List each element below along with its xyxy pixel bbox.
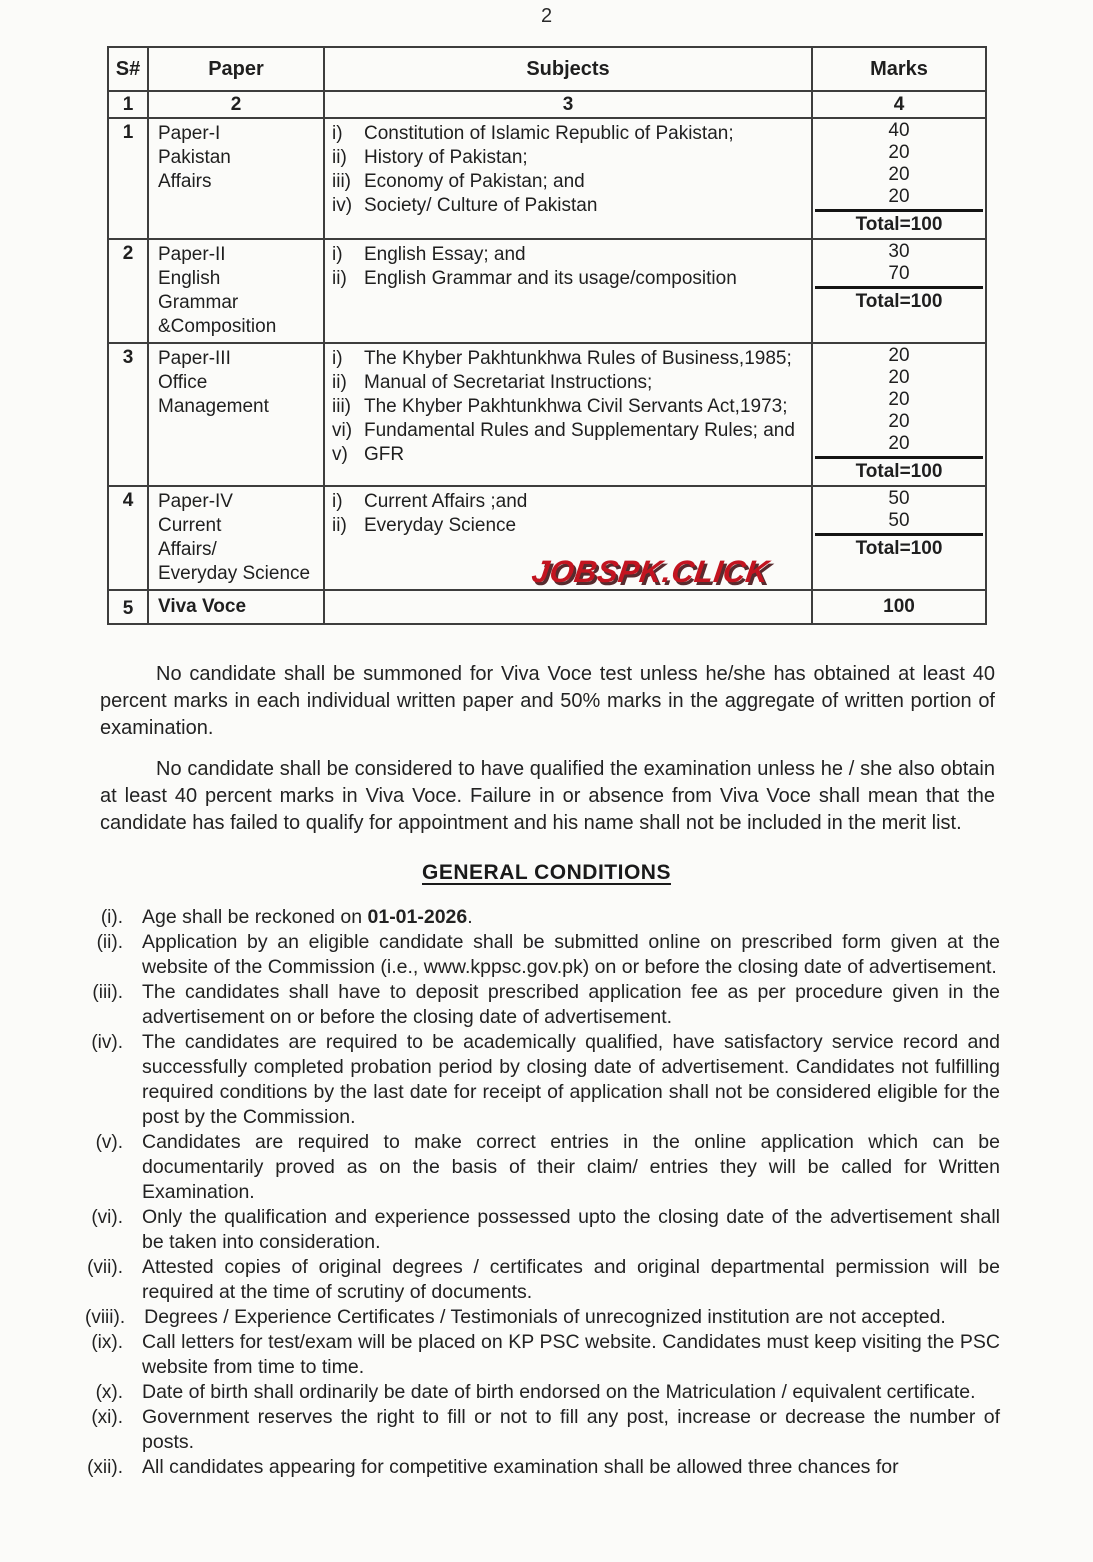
marks-cell: 100 — [812, 590, 986, 624]
list-item — [85, 1030, 1000, 1130]
item-number: (iv). — [91, 1032, 123, 1053]
paper-cell — [148, 118, 324, 239]
subject-line: i) Current Affairs ;and — [332, 491, 528, 512]
subject-line: vi) Fundamental Rules and Supplementary Rules; and — [332, 420, 795, 441]
paper-line: Paper-IV — [158, 491, 233, 512]
item-text: Attested copies of original degrees / certificates and original departmental permission will be required at the time of scrutiny of documents. — [142, 1256, 1000, 1303]
paper-line: Paper-II — [158, 244, 226, 265]
viva-summon-paragraph: No candidate shall be summoned for Viva Voce test unless he/she has obtained at least 40 percent marks in each individual written paper and 50% marks in the aggregate of written portion of examination. — [100, 663, 995, 739]
total-label: Total=100 — [855, 461, 943, 482]
item-text: The candidates are required to be academically qualified, have satisfactory service record and successfully completed probation period by closing date of advertisement. Candidates not fulfilling required conditions by the last date for receipt of application shall not be considered eligible for the post by the Commission. — [142, 1031, 1000, 1128]
list-item — [85, 1380, 1000, 1405]
row-sno: 4 — [108, 486, 148, 590]
mark-value: 30 — [888, 241, 910, 262]
table-row — [108, 239, 986, 343]
header-paper: Paper — [148, 47, 324, 91]
mark-value: 70 — [888, 263, 910, 284]
subjects-cell — [324, 590, 812, 624]
subject-line: ii) Manual of Secretariat Instructions; — [332, 372, 653, 393]
list-item — [85, 1130, 1000, 1205]
list-item — [85, 980, 1000, 1030]
table-header-row — [108, 47, 986, 91]
subject-line: i) English Essay; and — [332, 244, 526, 265]
viva-qualify-paragraph: No candidate shall be considered to have qualified the examination unless he / she also obtain at least 40 percent marks in Viva Voce. Failure in or absence from Viva Voce shall mean that the candidate has failed to qualify for appointment and his name shall not be included in the merit list. — [100, 758, 995, 834]
item-number: (xi). — [91, 1407, 123, 1428]
item-number: (ix). — [91, 1332, 123, 1353]
item-number: (i). — [100, 907, 123, 928]
colnum-3: 3 — [324, 91, 812, 118]
colnum-1: 1 — [108, 91, 148, 118]
mark-value: 40 — [888, 120, 910, 141]
item-text: Age shall be reckoned on 01-01-2026. — [142, 906, 473, 928]
row-sno: 1 — [108, 118, 148, 239]
paper-line: Pakistan — [158, 147, 231, 168]
subjects-cell — [324, 239, 812, 343]
subjects-cell — [324, 343, 812, 486]
item-number: (x). — [95, 1382, 123, 1403]
item-number: (xii). — [87, 1457, 123, 1478]
paper-line: Current — [158, 515, 222, 536]
subject-line: iii) Economy of Pakistan; and — [332, 171, 585, 192]
list-item — [85, 1455, 1000, 1480]
marks-cell — [812, 239, 986, 343]
column-number-row — [108, 91, 986, 118]
mark-value: 20 — [888, 389, 910, 410]
mark-value: 20 — [888, 433, 910, 454]
list-item — [85, 1405, 1000, 1455]
list-item — [85, 1305, 1000, 1330]
mark-value: 20 — [888, 142, 910, 163]
item-number: (ii). — [96, 932, 123, 953]
paper-cell — [148, 343, 324, 486]
row-sno: 2 — [108, 239, 148, 343]
subject-line: ii) English Grammar and its usage/composition — [332, 268, 737, 289]
paper-line: &Composition — [158, 316, 277, 337]
paper-line: Everyday Science — [158, 563, 311, 584]
subject-line: i) Constitution of Islamic Republic of Pakistan; — [332, 123, 734, 144]
general-conditions-list — [85, 905, 1000, 1480]
header-sno: S# — [108, 47, 148, 91]
mark-value: 20 — [888, 164, 910, 185]
paper-line: Management — [158, 396, 269, 417]
general-conditions-heading: GENERAL CONDITIONS — [422, 861, 671, 884]
item-number: (vi). — [91, 1207, 123, 1228]
colnum-4: 4 — [812, 91, 986, 118]
item-number: (vii). — [87, 1257, 123, 1278]
table-row — [108, 343, 986, 486]
reckoning-date: 01-01-2026 — [367, 906, 468, 928]
paper-cell: Viva Voce — [148, 590, 324, 624]
item-text: Government reserves the right to fill or not to fill any post, increase or decrease the number of posts. — [142, 1406, 1000, 1453]
jobspk-watermark: JOBSPK.CLICK — [529, 554, 772, 589]
item-text: Candidates are required to make correct entries in the online application which can be documentarily proved as on the basis of their claim/ entries they will be called for Written Examination. — [142, 1131, 1000, 1203]
item-text: All candidates appearing for competitive examination shall be allowed three chances for — [142, 1456, 899, 1478]
paper-cell — [148, 239, 324, 343]
item-number: (viii). — [85, 1307, 126, 1328]
total-label: Total=100 — [855, 538, 943, 559]
subject-line: ii) History of Pakistan; — [332, 147, 528, 168]
list-item — [85, 1330, 1000, 1380]
header-marks: Marks — [812, 47, 986, 91]
item-text: Application by an eligible candidate shall be submitted online on prescribed form given at the website of the Commission (i.e., www.kppsc.gov.pk) on or before the closing date of advertisement. — [142, 931, 1000, 978]
paper-line: Office — [158, 372, 208, 393]
exam-papers-table — [107, 46, 987, 625]
mark-value: 20 — [888, 345, 910, 366]
marks-cell — [812, 118, 986, 239]
total-label: Total=100 — [855, 291, 943, 312]
mark-value: 50 — [888, 488, 910, 509]
total-label: Total=100 — [855, 214, 943, 235]
subject-line: v) GFR — [332, 444, 405, 465]
subject-line: iii) The Khyber Pakhtunkhwa Civil Servants Act,1973; — [332, 396, 788, 417]
subjects-cell — [324, 486, 812, 590]
item-text: Date of birth shall ordinarily be date of birth endorsed on the Matriculation / equivalent certificate. — [142, 1381, 976, 1403]
item-text: Call letters for test/exam will be placed on KP PSC website. Candidates must keep visiting the PSC website from time to time. — [142, 1331, 1000, 1378]
marks-cell — [812, 343, 986, 486]
mark-value: 20 — [888, 411, 910, 432]
row-sno: 5 — [108, 590, 148, 624]
list-item — [85, 930, 1000, 980]
list-item — [85, 1205, 1000, 1255]
list-item — [85, 905, 1000, 930]
paper-line: Grammar — [158, 292, 239, 313]
item-text: Only the qualification and experience possessed upto the closing date of the advertisement shall be taken into consideration. — [142, 1206, 1000, 1253]
list-item — [85, 1255, 1000, 1305]
subjects-cell — [324, 118, 812, 239]
table-row — [108, 486, 986, 590]
subject-line: iv) Society/ Culture of Pakistan — [332, 195, 598, 216]
colnum-2: 2 — [148, 91, 324, 118]
mark-value: 20 — [888, 367, 910, 388]
table-row — [108, 590, 986, 624]
item-text: Degrees / Experience Certificates / Testimonials of unrecognized institution are not accepted. — [144, 1306, 946, 1328]
paper-cell — [148, 486, 324, 590]
mark-value: 20 — [888, 186, 910, 207]
page-number: 2 — [540, 5, 553, 27]
paper-line: Paper-III — [158, 348, 231, 369]
row-sno: 3 — [108, 343, 148, 486]
header-subjects: Subjects — [324, 47, 812, 91]
table-row — [108, 118, 986, 239]
mark-value: 50 — [888, 510, 910, 531]
paper-line: English — [158, 268, 221, 289]
paper-line: Affairs/ — [158, 539, 217, 560]
paper-line: Affairs — [158, 171, 212, 192]
item-text: The candidates shall have to deposit prescribed application fee as per procedure given in the advertisement on or before the closing date of advertisement. — [142, 981, 1000, 1028]
paper-line: Paper-I — [158, 123, 221, 144]
item-number: (iii). — [92, 982, 123, 1003]
marks-cell — [812, 486, 986, 590]
subject-line: ii) Everyday Science — [332, 515, 517, 536]
item-number: (v). — [95, 1132, 123, 1153]
subject-line: i) The Khyber Pakhtunkhwa Rules of Business,1985; — [332, 348, 792, 369]
